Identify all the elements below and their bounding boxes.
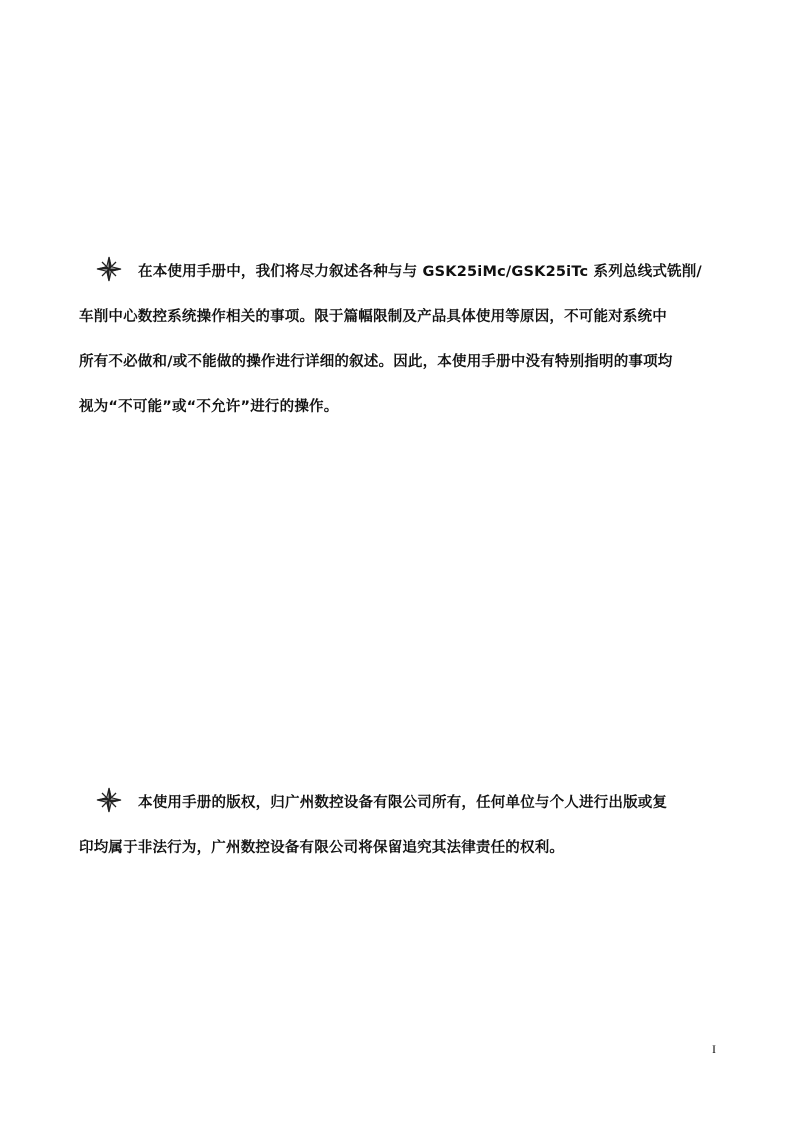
compass-star-icon xyxy=(92,256,126,282)
page-number: I xyxy=(712,1042,716,1056)
copyright-line-2: 印均属于非法行为，广州数控设备有限公司将保留追究其法律责任的权利。 xyxy=(79,840,565,856)
copyright-line-1 xyxy=(79,781,725,826)
notice-line-3: 所有不必做和/或不能做的操作进行详细的叙述。因此，本使用手册中没有特别指明的事项均 xyxy=(79,354,673,370)
compass-star-icon xyxy=(92,787,126,813)
copyright-line-1-text: 本使用手册的版权，归广州数控设备有限公司所有，任何单位与个人进行出版或复 xyxy=(138,795,668,811)
copyright-paragraph xyxy=(79,781,725,871)
notice-line-4: 视为“不可能”或“不允许”进行的操作。 xyxy=(79,399,339,415)
notice-paragraph xyxy=(79,250,725,430)
notice-line-2: 车削中心数控系统操作相关的事项。限于篇幅限制及产品具体使用等原因，不可能对系统中 xyxy=(79,309,667,325)
notice-line-1 xyxy=(79,250,725,295)
notice-line-1-text: 在本使用手册中，我们将尽力叙述各种与与 GSK25iMc/GSK25iTc 系列总线式铣削/ xyxy=(138,264,702,280)
